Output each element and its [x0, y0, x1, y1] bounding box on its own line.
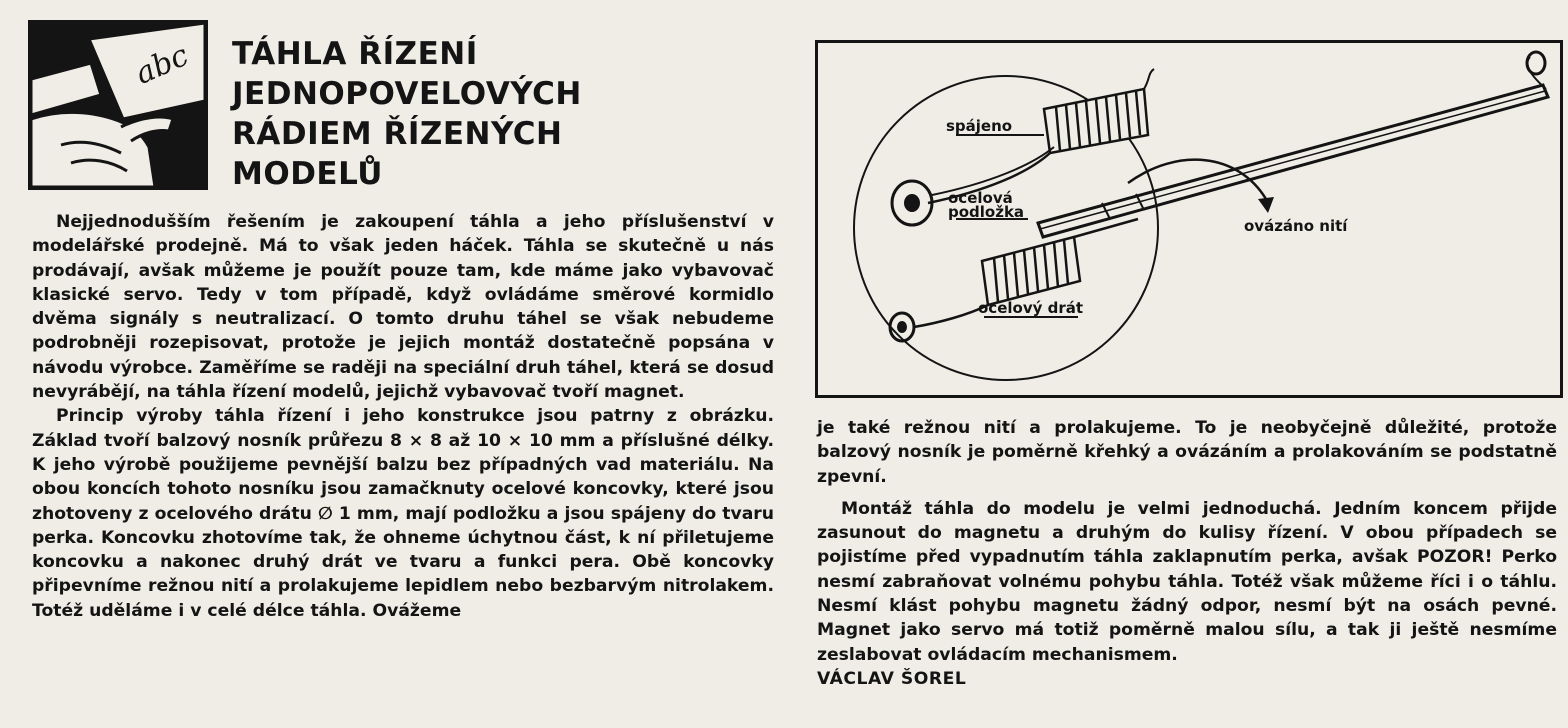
- logo-abc-text: abc: [130, 37, 194, 92]
- right-column: [817, 416, 1557, 691]
- label-soldered: spájeno: [946, 117, 1013, 135]
- right-paragraph-2: Montáž táhla do modelu je velmi jednoduchá. Jedním koncem přijde zasunout do magnetu a druhým do kulisy řízení. V obou případech se pojistíme před vypadnutím táhla zaklapnutím perka, avšak POZOR! Perko nesmí zabraňovat volnému pohybu táhla. Totéž však můžeme říci i o táhlu. Nesmí klást pohybu magnetu žádný odpor, nesmí být na osách pevné. Magnet jako servo má totiž poměrně malou sílu, a tak ji ještě nesmíme zeslabovat ovládacím mechanismem.: [817, 498, 1557, 665]
- label-tied: ovázáno nití: [1244, 217, 1348, 235]
- label-wire: ocelový drát: [978, 299, 1084, 317]
- author-name: VÁCLAV ŠOREL: [817, 668, 967, 689]
- article-logo: [28, 20, 208, 190]
- label-washer-1: ocelová: [948, 189, 1013, 207]
- title-line-3: RÁDIEM ŘÍZENÝCH: [232, 116, 563, 152]
- author-line: [817, 667, 1557, 691]
- figure-pushrod: [815, 40, 1563, 398]
- title-line-4: MODELŮ: [232, 156, 383, 192]
- article-title: [232, 34, 582, 194]
- left-paragraph-1: Nejjednodušším řešením je zakoupení táhla a jeho příslušenství v modelářské prodejně. Má to však jeden háček. Táhla se skutečně u nás prodávají, avšak můžeme je použít pouze tam, kde máme jako vybavovač klasické servo. Tedy v tom případě, když ovládáme směrové kormidlo dvěma signály s neutralizací. O tomto druhu táhel se však nebudeme podrobněji rozepisovat, protože je jejich montáž dostatečně popsána v návodu výrobce. Zaměříme se raději na speciální druh táhel, která se dosud nevyrábějí, na táhla řízení modelů, jejichž vybavovač tvoří magnet.: [32, 212, 774, 403]
- left-column: [32, 210, 774, 623]
- pushrod-drawing: [818, 43, 1560, 395]
- left-paragraph-2: Princip výroby táhla řízení i jeho konstrukce jsou patrny z obrázku. Základ tvoří balzový nosník průřezu 8 × 8 až 10 × 10 mm a příslušné délky. K jeho výrobě použijeme pevnější balzu bez případných vad materiálu. Na obou koncích tohoto nosníku jsou zamačknuty ocelové koncovky, které jsou zhotoveny z ocelového drátu ∅ 1 mm, mají podložku a jsou spájeny do tvaru perka. Koncovku zhotovíme tak, že ohneme úchytnou část, k ní přiletujeme koncovku a nakonec druhý drát ve tvaru a funkci pera. Obě koncovky připevníme režnou nití a prolakujeme lepidlem nebo bezbarvým nitrolakem. Totéž uděláme i v celé délce táhla. Ovážeme: [32, 406, 774, 621]
- label-washer-2: podložka: [948, 203, 1025, 221]
- logo-illustration: [31, 23, 205, 187]
- right-paragraph-1: je také režnou nití a prolakujeme. To je neobyčejně důležité, protože balzový nosník je poměrně křehký a ovázáním a prolakováním se podstatně zpevní.: [817, 418, 1557, 487]
- title-line-2: JEDNOPOVELOVÝCH: [232, 76, 582, 112]
- title-line-1: TÁHLA ŘÍZENÍ: [232, 36, 478, 72]
